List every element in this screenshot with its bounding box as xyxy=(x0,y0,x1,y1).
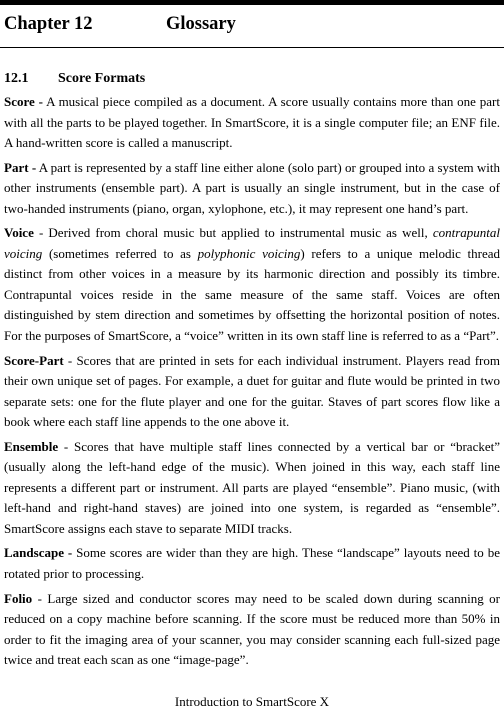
header-rule xyxy=(0,47,504,48)
entry-voice xyxy=(4,223,500,346)
definition-voice-1: - Derived from choral music but applied to instrumental music as well, xyxy=(33,225,433,241)
definition-voice-2: (sometimes referred to as xyxy=(42,245,198,261)
entry-score xyxy=(4,92,500,154)
section-heading xyxy=(4,70,145,88)
section-number: 12.1 xyxy=(4,71,29,86)
definition-voice-contrapuntal: contrapuntal voicing xyxy=(4,225,500,261)
definition-voice-3: ) refers to a unique melodic thread distinct from other voices in a measure by its harmonic direction and possibly its timbre. Contrapuntal voices reside in the same measure of the same staff. Voices are often distinguished by stem direction and sometimes by offsetting the horizontal position of notes. For the purposes of SmartScore, a “voice” written in its own staff line is referred to as a “Part”. xyxy=(4,245,500,344)
term-landscape: Landscape - xyxy=(4,545,73,561)
entry-folio xyxy=(4,589,500,671)
definition-voice-polyphonic: polyphonic voicing xyxy=(197,245,301,261)
top-rule xyxy=(0,0,504,5)
glossary-content xyxy=(4,92,500,675)
entry-part xyxy=(4,158,500,220)
definition-landscape: Some scores are wider than they are high. These “landscape” layouts need to be rotated prior to processing. xyxy=(4,545,500,582)
page-footer: Introduction to SmartScore X xyxy=(174,694,330,709)
definition-score-part: - Scores that are printed in sets for each individual instrument. Players read from their own unique set of pages. For example, a duet for guitar and flute would be printed in two separate sets: one for the flute player and one for the guitar. Staves of part scores flow like a book where each staff line appends to the one above it. xyxy=(4,352,500,430)
definition-ensemble: - Scores that have multiple staff lines connected by a vertical bar or “bracket” (usually along the left-hand edge of the music). When joined in this way, each staff line represents a different part or instrument. All parts are played “ensemble”. Piano music, (with left-hand and right-hand staves) are joined into one system, is regarded as “ensemble”. SmartScore assigns each stave to separate MIDI tracks. xyxy=(4,438,500,536)
section-title: Score Formats xyxy=(58,71,146,86)
term-voice: Voice xyxy=(4,225,34,241)
chapter-label: Chapter 12 xyxy=(4,14,93,34)
chapter-title: Glossary xyxy=(166,14,236,34)
term-score-part: Score-Part xyxy=(4,352,64,368)
chapter-header xyxy=(4,12,500,36)
definition-score: A musical piece compiled as a document. A score usually contains more than one part with all the parts to be played together. In SmartScore, it is a single computer file; an ENF file. A hand-written score is called a manuscript. xyxy=(4,94,500,151)
definition-part: A part is represented by a staff line either alone (solo part) or grouped into a system with other instruments (ensemble part). A part is usually an single instrument, but in the case of two-handed instruments (piano, organ, xylophone, etc.), it may represent one hand’s part. xyxy=(4,159,500,216)
term-part: Part - xyxy=(4,159,37,175)
term-folio: Folio xyxy=(4,590,33,606)
definition-folio: - Large sized and conductor scores may need to be scaled down during scanning or reduced on a copy machine before scanning. If the score must be reduced more than 50% in order to fit the imaging area of your scanner, you may consider scanning each full-sized page twice and treat each scan as one “image-page”. xyxy=(4,590,500,668)
entry-ensemble xyxy=(4,437,500,540)
term-ensemble: Ensemble xyxy=(4,438,59,454)
term-score: Score - xyxy=(4,94,43,109)
entry-score-part xyxy=(4,351,500,433)
entry-landscape xyxy=(4,543,500,584)
